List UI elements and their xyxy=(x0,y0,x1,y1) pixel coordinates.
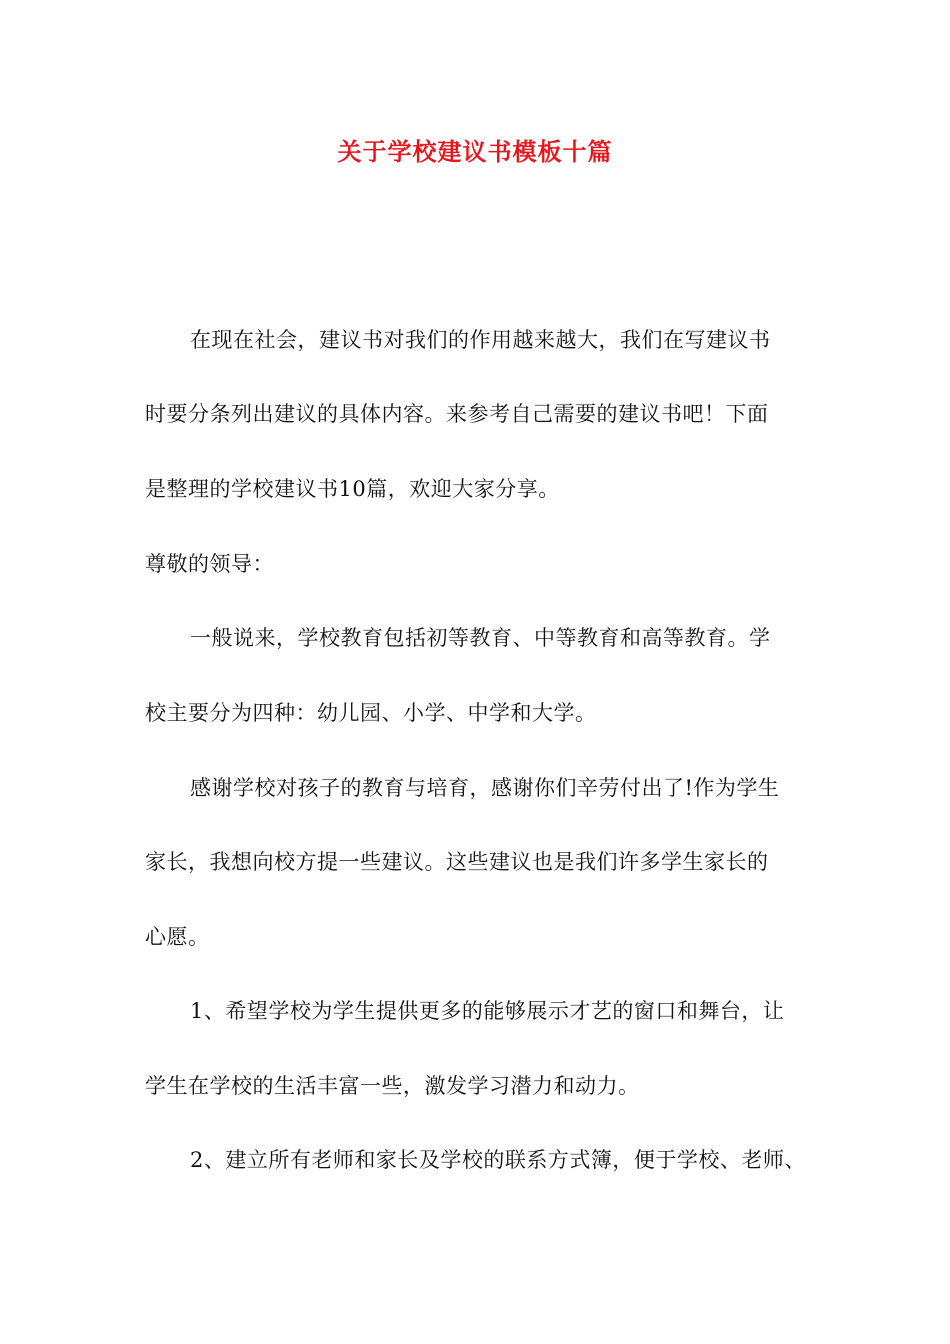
paragraph-line: 感谢学校对孩子的教育与培育，感谢你们辛劳付出了!作为学生 xyxy=(190,776,780,800)
list-item-line: 2、建立所有老师和家长及学校的联系方式簿，便于学校、老师、 xyxy=(190,1148,806,1172)
paragraph-line: 家长，我想向校方提一些建议。这些建议也是我们许多学生家长的 xyxy=(145,850,769,874)
paragraph-line: 一般说来，学校教育包括初等教育、中等教育和高等教育。学 xyxy=(190,626,771,650)
document-title: 关于学校建议书模板十篇 xyxy=(337,137,613,166)
paragraph-line: 心愿。 xyxy=(145,925,210,949)
paragraph-line: 校主要分为四种：幼儿园、小学、中学和大学。 xyxy=(145,701,597,725)
paragraph-line: 在现在社会，建议书对我们的作用越来越大，我们在写建议书 xyxy=(190,328,771,352)
salutation-line: 尊敬的领导： xyxy=(145,552,274,576)
list-item-line: 1、希望学校为学生提供更多的能够展示才艺的窗口和舞台，让 xyxy=(190,999,785,1023)
paragraph-line: 时要分条列出建议的具体内容。来参考自己需要的建议书吧！下面 xyxy=(145,402,769,426)
list-item-line: 学生在学校的生活丰富一些，激发学习潜力和动力。 xyxy=(145,1074,640,1098)
paragraph-line: 是整理的学校建议书10篇，欢迎大家分享。 xyxy=(145,477,560,501)
